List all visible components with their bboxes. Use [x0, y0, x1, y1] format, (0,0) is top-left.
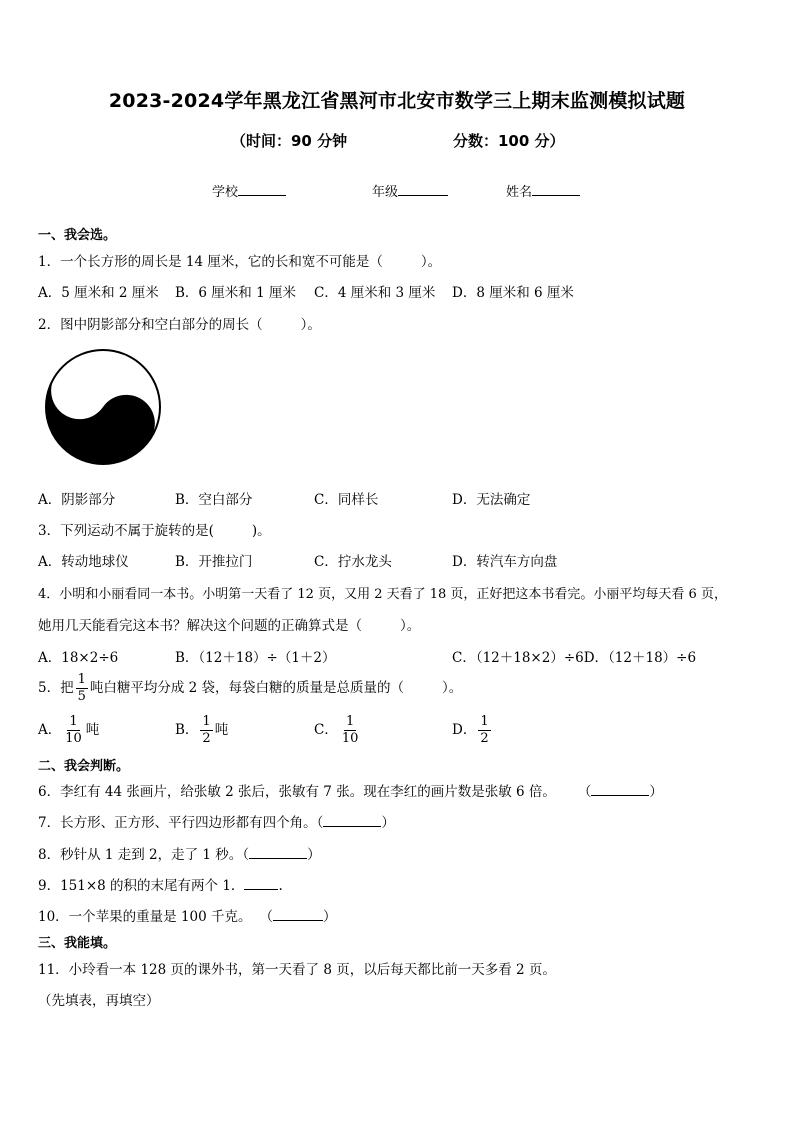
section-3-heading: 三、我能填。	[38, 936, 117, 951]
school-label: 学校	[212, 185, 239, 200]
question-2-end: ）。	[300, 317, 321, 333]
q5-option-b-fraction	[200, 714, 212, 747]
question-6-answer-blank[interactable]	[591, 782, 649, 796]
q4-option-a[interactable]: A．18×2÷6	[38, 650, 119, 666]
fraction-numerator: 1	[480, 714, 489, 729]
q3-option-d[interactable]: D．转汽车方向盘	[452, 554, 558, 570]
paren-close: ）	[307, 847, 321, 863]
paren-close: ）	[649, 784, 663, 800]
fraction-numerator: 1	[202, 714, 211, 729]
q3-option-b[interactable]: B．开推拉门	[175, 554, 253, 570]
q5-option-b-label: B．	[175, 722, 199, 738]
section-2-heading: 二、我会判断。	[38, 759, 130, 774]
question-7	[38, 811, 395, 831]
paren-open: （	[259, 909, 274, 925]
q2-option-b[interactable]: B．空白部分	[175, 492, 253, 508]
question-3	[38, 519, 271, 539]
q5-option-a-unit: 吨	[85, 722, 100, 738]
question-9-answer-blank[interactable]	[244, 876, 278, 890]
question-10-answer-blank[interactable]	[273, 907, 323, 921]
question-8-text: 8．秒针从 1 走到 2，走了 1 秒。	[38, 847, 243, 863]
fraction-numerator: 1	[69, 714, 78, 729]
question-5-prefix: 5．把	[38, 680, 74, 696]
question-8	[38, 843, 321, 863]
q5-option-a-label: A．	[38, 722, 62, 738]
question-2	[38, 313, 321, 333]
grade-field	[372, 181, 448, 200]
q5-option-d-label: D．	[452, 722, 477, 738]
question-10-text: 10．一个苹果的重量是 100 千克。	[38, 909, 252, 925]
yin-yang-figure	[44, 348, 162, 466]
question-1	[38, 250, 441, 270]
q5-option-d-fraction	[478, 714, 490, 747]
q3-option-a[interactable]: A．转动地球仪	[38, 554, 129, 570]
fraction-denominator: 2	[480, 731, 489, 746]
q1-option-b[interactable]: B．6 厘米和 1 厘米	[175, 285, 296, 301]
fraction-denominator: 5	[77, 689, 86, 704]
question-4-text: 她用几天能看完这本书？解决这个问题的正确算式是（	[38, 618, 362, 634]
grade-blank[interactable]	[398, 181, 448, 196]
question-6	[38, 780, 663, 800]
fraction-denominator: 10	[65, 731, 82, 746]
question-4-end: ）。	[400, 618, 421, 634]
school-field	[212, 181, 286, 200]
paren-close: ）	[381, 815, 395, 831]
q4-option-b[interactable]: B．（12＋18）÷（1＋2）	[175, 650, 336, 666]
question-6-text: 6．李红有 44 张画片，给张敏 2 张后，张敏有 7 张。现在李红的画片数是张敏 6 倍。	[38, 784, 556, 800]
name-field	[506, 181, 580, 200]
question-3-text: 3．下列运动不属于旋转的是(	[38, 523, 214, 539]
period: .	[278, 878, 283, 894]
grade-label: 年级	[372, 185, 399, 200]
question-8-answer-blank[interactable]	[249, 845, 307, 859]
fraction-denominator: 10	[341, 731, 359, 746]
question-5-end: ）。	[442, 680, 463, 696]
q5-option-a[interactable]	[38, 714, 99, 747]
fraction-numerator: 1	[77, 672, 86, 687]
q2-option-a[interactable]: A．阴影部分	[38, 492, 116, 508]
question-5-text: 吨白糖平均分成 2 袋，每袋白糖的质量是总质量的（	[89, 680, 405, 696]
question-7-answer-blank[interactable]	[323, 813, 381, 827]
q1-option-c[interactable]: C．4 厘米和 3 厘米	[314, 285, 436, 301]
name-blank[interactable]	[532, 181, 580, 196]
fraction-numerator: 1	[345, 714, 355, 729]
q5-option-a-fraction	[63, 714, 84, 747]
page-title: 2023-2024学年黑龙江省黑河市北安市数学三上期末监测模拟试题	[108, 90, 686, 112]
fraction-denominator: 2	[202, 731, 211, 746]
q1-option-d[interactable]: D．8 厘米和 6 厘米	[452, 285, 574, 301]
q5-option-c[interactable]	[314, 714, 362, 747]
section-1-heading: 一、我会选。	[38, 228, 117, 243]
score-label: 分数：100 分）	[453, 132, 565, 150]
question-10	[38, 905, 337, 925]
question-1-end: ）。	[420, 254, 442, 270]
paren-close: ）	[323, 909, 337, 925]
question-9-text: 9．151×8 的积的末尾有两个 1．	[38, 878, 245, 894]
question-9	[38, 874, 283, 894]
question-11-note: （先填表，再填空）	[38, 993, 160, 1009]
q5-option-c-fraction	[340, 714, 361, 747]
paren-open: （	[242, 847, 250, 863]
q3-option-c[interactable]: C．拧水龙头	[314, 554, 392, 570]
question-5	[38, 672, 462, 705]
question-1-text: 1．一个长方形的周长是 14 厘米，它的长和宽不可能是（	[38, 254, 383, 270]
question-3-end: )。	[251, 523, 271, 539]
q5-option-c-label: C．	[314, 722, 338, 738]
question-5-fraction	[76, 672, 88, 705]
q5-option-b[interactable]	[175, 714, 228, 747]
question-7-text: 7．长方形、正方形、平行四边形都有四个角。	[38, 815, 317, 831]
time-label: （时间：90 分钟	[231, 132, 348, 150]
paren-open: （	[316, 815, 324, 831]
question-4-line-2	[38, 614, 420, 634]
q5-option-b-unit: 吨	[214, 722, 229, 738]
paren-open: （	[577, 784, 592, 800]
q1-option-a[interactable]: A．5 厘米和 2 厘米	[38, 285, 159, 301]
q4-option-c-d[interactable]: C．（12＋18×2）÷6D．（12＋18）÷6	[452, 650, 697, 666]
question-2-text: 2．图中阴影部分和空白部分的周长（	[38, 317, 263, 333]
question-11: 11．小玲看一本 128 页的课外书，第一天看了 8 页，以后每天都比前一天多看 2 页。	[38, 962, 556, 978]
school-blank[interactable]	[238, 181, 286, 196]
q2-option-c[interactable]: C．同样长	[314, 492, 379, 508]
q5-option-d[interactable]	[452, 714, 493, 747]
q2-option-d[interactable]: D．无法确定	[452, 492, 531, 508]
question-4-line-1: 4．小明和小丽看同一本书。小明第一天看了 12 页，又用 2 天看了 18 页，正好把这本书看完。小丽平均每天看 6 页，	[38, 587, 727, 602]
name-label: 姓名	[506, 185, 533, 200]
